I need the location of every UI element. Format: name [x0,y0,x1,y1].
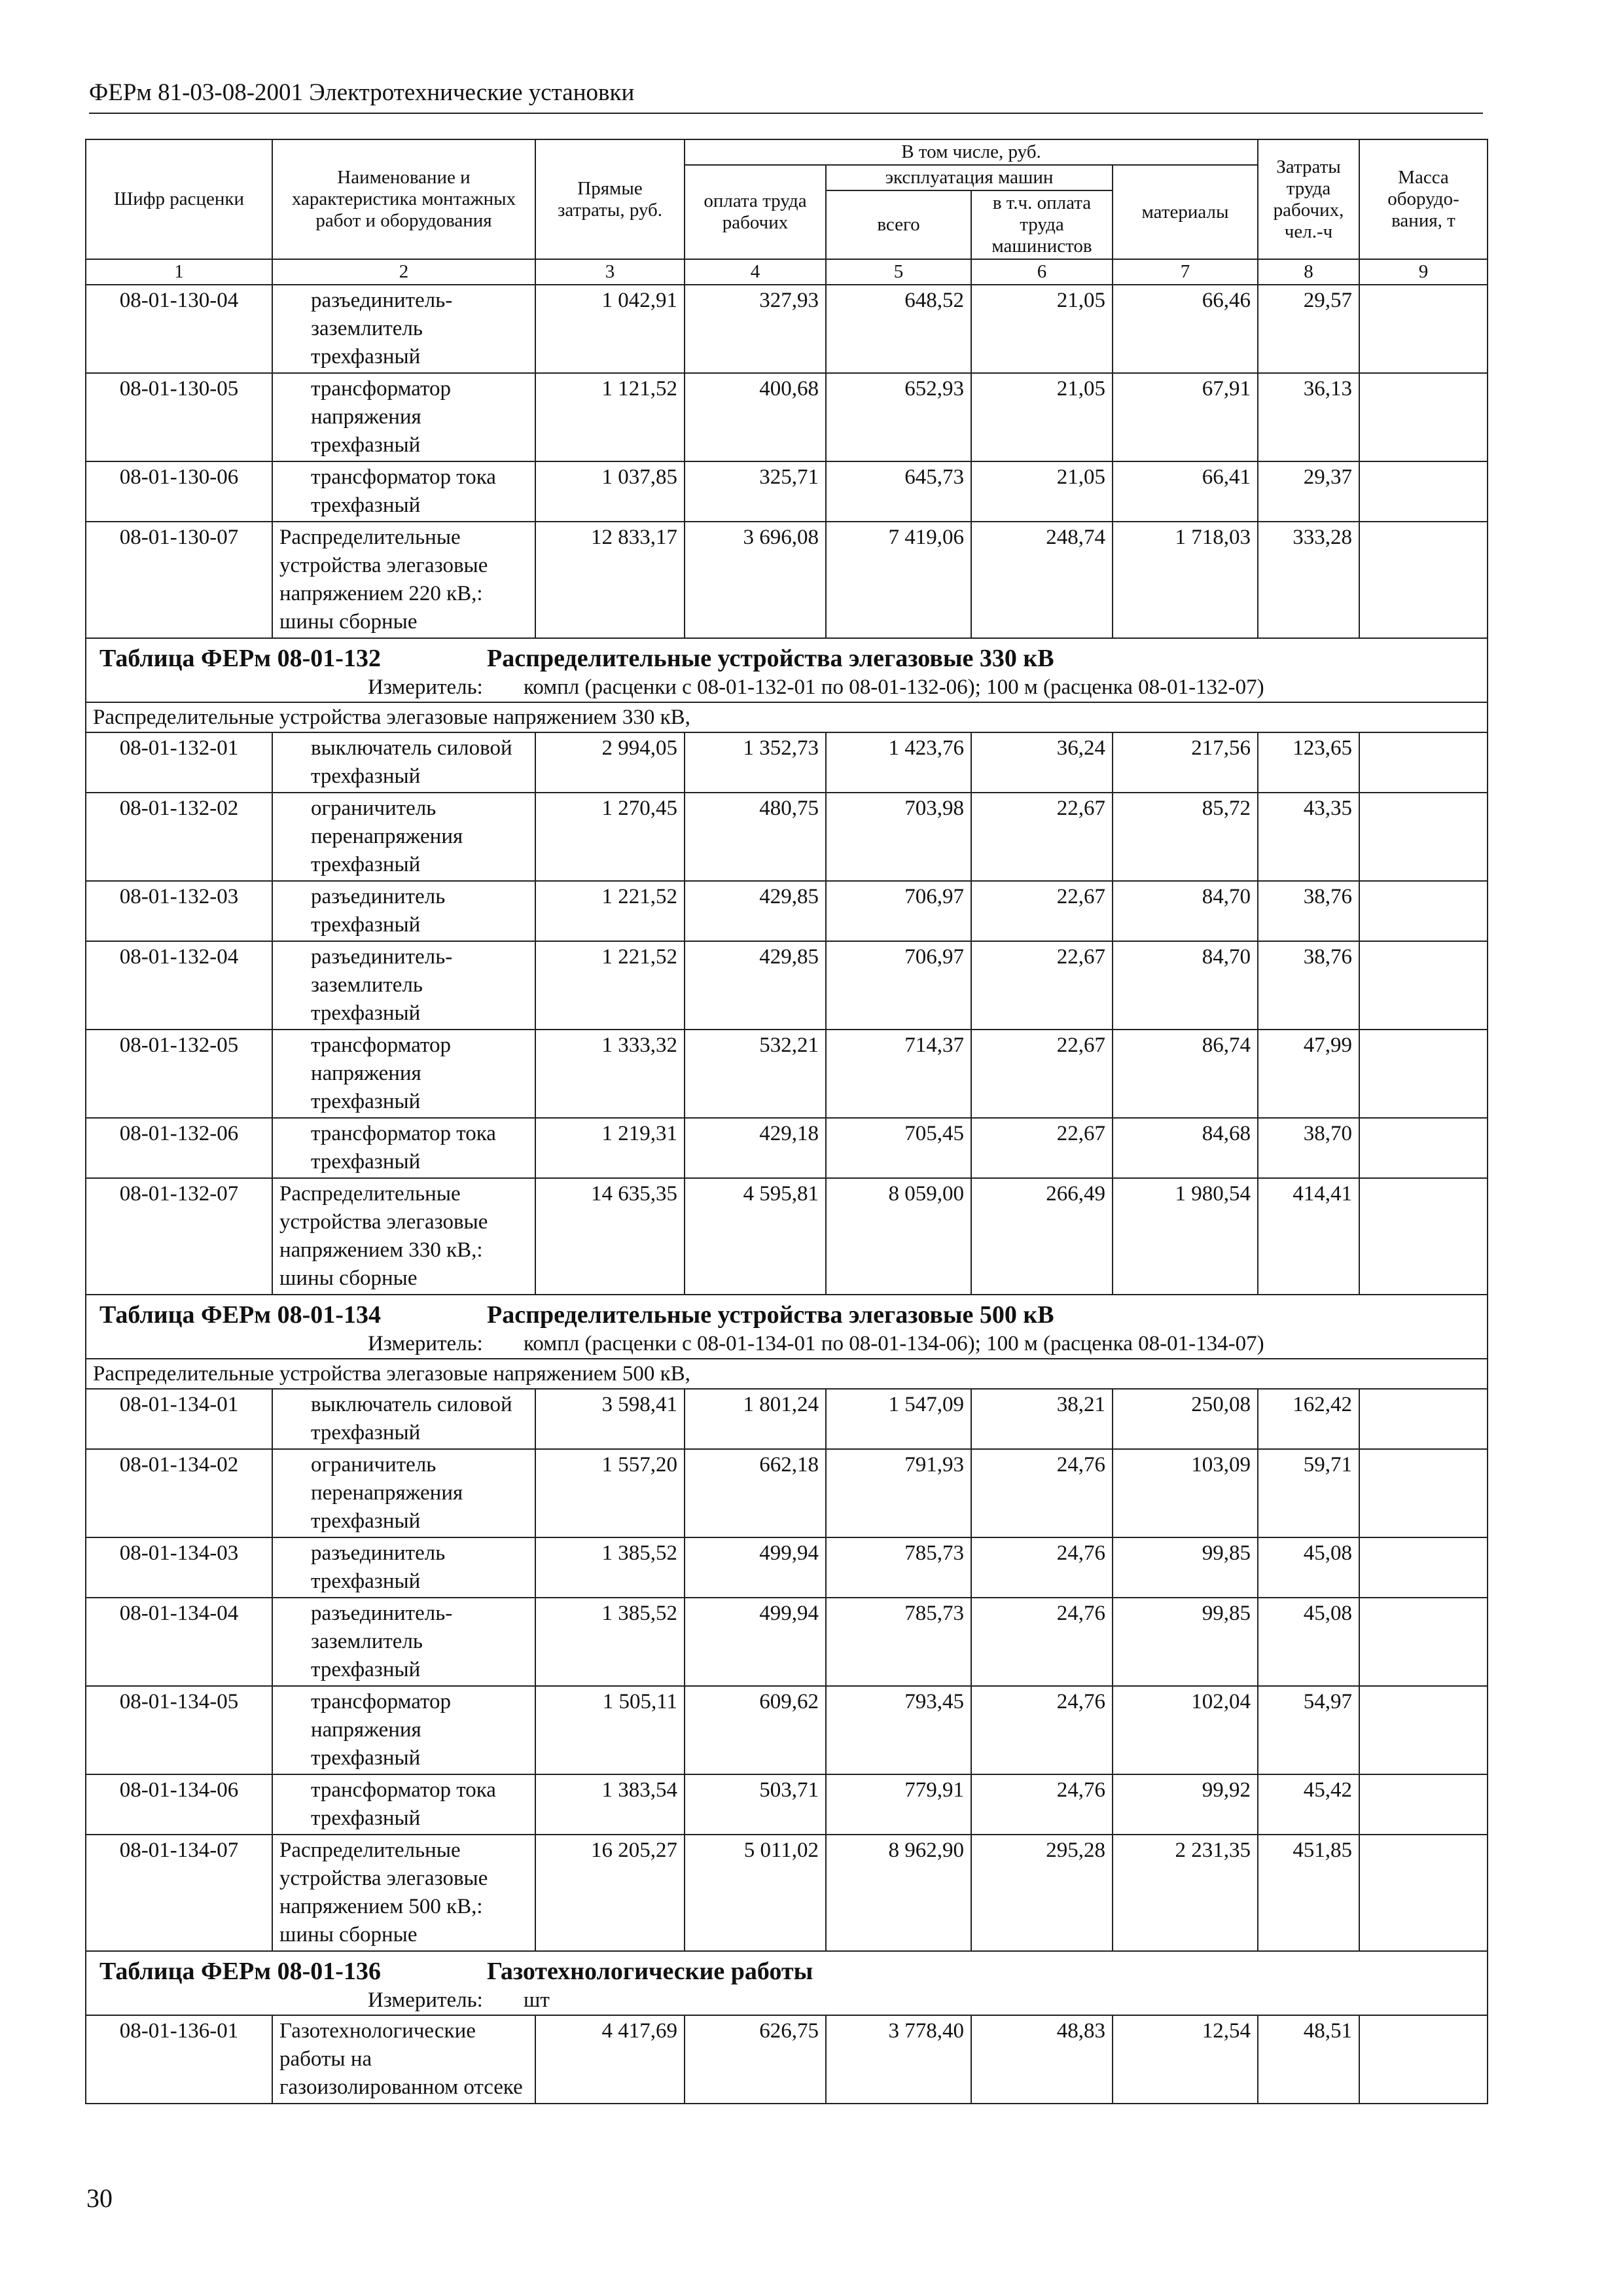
work-name-cell: разъединитель-заземлитель трехфазный [272,1598,535,1686]
equipment-mass-cell [1359,732,1488,793]
machinist-wages-cell: 24,76 [971,1537,1113,1598]
rate-code-cell: 08-01-134-06 [86,1774,272,1835]
document-title: ФЕРм 81-03-08-2001 Электротехнические установки [89,79,635,106]
direct-cost-cell: 4 417,69 [535,2015,685,2104]
machine-cost-cell: 706,97 [826,881,971,941]
table-row [86,285,1488,373]
machine-cost-cell: 7 419,06 [826,522,971,638]
col-number: 8 [1258,259,1359,285]
col-number: 9 [1359,259,1488,285]
table-row [86,881,1488,941]
worker-wages-cell: 499,94 [685,1598,826,1686]
equipment-mass-cell [1359,1537,1488,1598]
machinist-wages-cell: 21,05 [971,373,1113,461]
worker-wages-cell: 429,85 [685,881,826,941]
labor-hours-cell: 45,42 [1258,1774,1359,1835]
work-name-cell: разъединитель трехфазный [272,881,535,941]
machine-cost-cell: 645,73 [826,461,971,522]
machine-cost-cell: 779,91 [826,1774,971,1835]
col-wages-header: оплата труда рабочих [685,165,826,259]
measure-value: компл (расценки с 08-01-134-01 по 08-01-134-06); 100 м (расценка 08-01-134-07) [524,1332,1264,1355]
work-name-cell: выключатель силовой трехфазный [272,732,535,793]
machinist-wages-cell: 21,05 [971,285,1113,373]
equipment-mass-cell [1359,461,1488,522]
machine-cost-cell: 703,98 [826,793,971,881]
machinist-wages-cell: 295,28 [971,1835,1113,1951]
machinist-wages-cell: 248,74 [971,522,1113,638]
materials-cost-cell: 12,54 [1113,2015,1258,2104]
labor-hours-cell: 451,85 [1258,1835,1359,1951]
labor-hours-cell: 38,70 [1258,1118,1359,1178]
equipment-mass-cell [1359,285,1488,373]
group-row [86,1359,1488,1389]
machinist-wages-cell: 24,76 [971,1449,1113,1537]
labor-hours-cell: 48,51 [1258,2015,1359,2104]
col-number: 5 [826,259,971,285]
direct-cost-cell: 1 505,11 [535,1686,685,1774]
rate-code-cell: 08-01-134-02 [86,1449,272,1537]
labor-hours-cell: 29,57 [1258,285,1359,373]
materials-cost-cell: 84,70 [1113,881,1258,941]
direct-cost-cell: 14 635,35 [535,1178,685,1295]
section-title [93,1297,1480,1331]
direct-cost-cell: 1 221,52 [535,941,685,1030]
col-machines-header: эксплуатация машин [826,165,1113,190]
direct-cost-cell: 12 833,17 [535,522,685,638]
machinist-wages-cell: 21,05 [971,461,1113,522]
worker-wages-cell: 499,94 [685,1537,826,1598]
col-materials-header: материалы [1113,165,1258,259]
table-row [86,941,1488,1030]
machine-cost-cell: 793,45 [826,1686,971,1774]
table-row [86,461,1488,522]
equipment-mass-cell [1359,1774,1488,1835]
work-name-cell: разъединитель трехфазный [272,1537,535,1598]
labor-hours-cell: 45,08 [1258,1598,1359,1686]
work-name-cell: трансформатор тока трехфазный [272,1774,535,1835]
worker-wages-cell: 1 352,73 [685,732,826,793]
labor-hours-cell: 59,71 [1258,1449,1359,1537]
machinist-wages-cell: 48,83 [971,2015,1113,2104]
labor-hours-cell: 123,65 [1258,732,1359,793]
labor-hours-cell: 43,35 [1258,793,1359,881]
machinist-wages-cell: 22,67 [971,941,1113,1030]
work-name-cell: Распределительные устройства элегазовые напряжением 220 кВ,: шины сборные [272,522,535,638]
worker-wages-cell: 503,71 [685,1774,826,1835]
equipment-mass-cell [1359,1686,1488,1774]
section-header-row [86,638,1488,702]
equipment-mass-cell [1359,793,1488,881]
machine-cost-cell: 648,52 [826,285,971,373]
work-name-cell: Газотехнологические работы на газоизолированном отсеке [272,2015,535,2104]
direct-cost-cell: 1 037,85 [535,461,685,522]
machine-cost-cell: 8 059,00 [826,1178,971,1295]
machinist-wages-cell: 38,21 [971,1389,1113,1449]
section-label: Таблица ФЕРм 08-01-136 [99,1958,381,1985]
machine-cost-cell: 714,37 [826,1030,971,1118]
machinist-wages-cell: 24,76 [971,1686,1113,1774]
worker-wages-cell: 480,75 [685,793,826,881]
table-row [86,1686,1488,1774]
table-row [86,1835,1488,1951]
equipment-mass-cell [1359,941,1488,1030]
price-table [85,139,1488,2104]
labor-hours-cell: 38,76 [1258,881,1359,941]
direct-cost-cell: 2 994,05 [535,732,685,793]
materials-cost-cell: 2 231,35 [1113,1835,1258,1951]
section-header-row [86,1295,1488,1359]
section-title [93,1953,1480,1987]
table-row [86,793,1488,881]
table-row [86,1118,1488,1178]
section-header-row [86,1951,1488,2015]
measure-line [93,1331,1480,1357]
materials-cost-cell: 102,04 [1113,1686,1258,1774]
materials-cost-cell: 85,72 [1113,793,1258,881]
table-header [86,139,1488,285]
col-number: 4 [685,259,826,285]
machinist-wages-cell: 266,49 [971,1178,1113,1295]
worker-wages-cell: 4 595,81 [685,1178,826,1295]
work-name-cell: выключатель силовой трехфазный [272,1389,535,1449]
equipment-mass-cell [1359,1030,1488,1118]
section-label: Таблица ФЕРм 08-01-134 [99,1301,381,1329]
equipment-mass-cell [1359,522,1488,638]
rate-code-cell: 08-01-132-01 [86,732,272,793]
equipment-mass-cell [1359,1389,1488,1449]
labor-hours-cell: 414,41 [1258,1178,1359,1295]
machinist-wages-cell: 22,67 [971,793,1113,881]
labor-hours-cell: 38,76 [1258,941,1359,1030]
labor-hours-cell: 47,99 [1258,1030,1359,1118]
measure-label: Измеритель: [368,675,483,699]
materials-cost-cell: 1 980,54 [1113,1178,1258,1295]
materials-cost-cell: 1 718,03 [1113,522,1258,638]
materials-cost-cell: 84,70 [1113,941,1258,1030]
worker-wages-cell: 609,62 [685,1686,826,1774]
equipment-mass-cell [1359,1598,1488,1686]
worker-wages-cell: 3 696,08 [685,522,826,638]
rate-code-cell: 08-01-134-03 [86,1537,272,1598]
direct-cost-cell: 1 121,52 [535,373,685,461]
equipment-mass-cell [1359,1835,1488,1951]
materials-cost-cell: 67,91 [1113,373,1258,461]
worker-wages-cell: 325,71 [685,461,826,522]
col-mass-header: Масса оборудо-вания, т [1359,139,1488,259]
rate-code-cell: 08-01-132-07 [86,1178,272,1295]
rate-code-cell: 08-01-132-03 [86,881,272,941]
table-row [86,732,1488,793]
page-number: 30 [86,2183,113,2213]
table-row [86,1389,1488,1449]
direct-cost-cell: 1 333,32 [535,1030,685,1118]
rate-code-cell: 08-01-136-01 [86,2015,272,2104]
work-name-cell: трансформатор тока трехфазный [272,461,535,522]
machine-cost-cell: 705,45 [826,1118,971,1178]
machine-cost-cell: 8 962,90 [826,1835,971,1951]
rate-code-cell: 08-01-134-01 [86,1389,272,1449]
work-name-cell: ограничитель перенапряжения трехфазный [272,793,535,881]
worker-wages-cell: 400,68 [685,373,826,461]
table-row [86,1030,1488,1118]
materials-cost-cell: 84,68 [1113,1118,1258,1178]
worker-wages-cell: 5 011,02 [685,1835,826,1951]
measure-value: компл (расценки с 08-01-132-01 по 08-01-132-06); 100 м (расценка 08-01-132-07) [524,675,1264,699]
table-row [86,1537,1488,1598]
worker-wages-cell: 1 801,24 [685,1389,826,1449]
direct-cost-cell: 1 385,52 [535,1537,685,1598]
work-name-cell: Распределительные устройства элегазовые напряжением 500 кВ,: шины сборные [272,1835,535,1951]
machine-cost-cell: 1 547,09 [826,1389,971,1449]
direct-cost-cell: 1 383,54 [535,1774,685,1835]
machine-cost-cell: 1 423,76 [826,732,971,793]
column-number-row [86,259,1488,285]
group-title: Распределительные устройства элегазовые напряжением 500 кВ, [86,1359,1488,1389]
section-title [93,640,1480,674]
equipment-mass-cell [1359,1449,1488,1537]
machinist-wages-cell: 22,67 [971,1030,1113,1118]
work-name-cell: трансформатор напряжения трехфазный [272,1686,535,1774]
section-header [86,1295,1488,1359]
work-name-cell: ограничитель перенапряжения трехфазный [272,1449,535,1537]
work-name-cell: разъединитель-заземлитель трехфазный [272,941,535,1030]
labor-hours-cell: 45,08 [1258,1537,1359,1598]
materials-cost-cell: 99,85 [1113,1598,1258,1686]
labor-hours-cell: 29,37 [1258,461,1359,522]
group-row [86,702,1488,732]
work-name-cell: разъединитель-заземлитель трехфазный [272,285,535,373]
section-name: Распределительные устройства элегазовые 330 кВ [487,645,1054,672]
section-name: Распределительные устройства элегазовые 500 кВ [487,1301,1054,1329]
labor-hours-cell: 54,97 [1258,1686,1359,1774]
direct-cost-cell: 1 557,20 [535,1449,685,1537]
labor-hours-cell: 162,42 [1258,1389,1359,1449]
worker-wages-cell: 532,21 [685,1030,826,1118]
direct-cost-cell: 1 385,52 [535,1598,685,1686]
section-header [86,1951,1488,2015]
col-code-header: Шифр расценки [86,139,272,259]
table-row [86,373,1488,461]
worker-wages-cell: 626,75 [685,2015,826,2104]
rate-code-cell: 08-01-130-07 [86,522,272,638]
measure-value: шт [524,1988,550,2012]
col-name-header: Наименование и характеристика монтажных работ и оборудования [272,139,535,259]
direct-cost-cell: 16 205,27 [535,1835,685,1951]
measure-line [93,674,1480,700]
worker-wages-cell: 429,18 [685,1118,826,1178]
table-row [86,522,1488,638]
materials-cost-cell: 250,08 [1113,1389,1258,1449]
rate-code-cell: 08-01-134-04 [86,1598,272,1686]
materials-cost-cell: 217,56 [1113,732,1258,793]
group-title: Распределительные устройства элегазовые напряжением 330 кВ, [86,702,1488,732]
materials-cost-cell: 99,85 [1113,1537,1258,1598]
rate-code-cell: 08-01-130-05 [86,373,272,461]
materials-cost-cell: 66,41 [1113,461,1258,522]
materials-cost-cell: 103,09 [1113,1449,1258,1537]
machinist-wages-cell: 22,67 [971,881,1113,941]
page-header [89,77,1483,114]
worker-wages-cell: 429,85 [685,941,826,1030]
rate-code-cell: 08-01-130-04 [86,285,272,373]
col-number: 3 [535,259,685,285]
rate-code-cell: 08-01-134-05 [86,1686,272,1774]
machinist-wages-cell: 36,24 [971,732,1113,793]
worker-wages-cell: 662,18 [685,1449,826,1537]
work-name-cell: Распределительные устройства элегазовые напряжением 330 кВ,: шины сборные [272,1178,535,1295]
machinist-wages-cell: 22,67 [971,1118,1113,1178]
col-number: 1 [86,259,272,285]
rate-code-cell: 08-01-132-05 [86,1030,272,1118]
col-including-header: В том числе, руб. [685,139,1258,165]
machine-cost-cell: 785,73 [826,1537,971,1598]
machinist-wages-cell: 24,76 [971,1774,1113,1835]
col-number: 2 [272,259,535,285]
table-row [86,1598,1488,1686]
measure-label: Измеритель: [368,1988,483,2012]
equipment-mass-cell [1359,881,1488,941]
direct-cost-cell: 1 042,91 [535,285,685,373]
machine-cost-cell: 791,93 [826,1449,971,1537]
labor-hours-cell: 36,13 [1258,373,1359,461]
direct-cost-cell: 3 598,41 [535,1389,685,1449]
col-number: 6 [971,259,1113,285]
rate-code-cell: 08-01-132-04 [86,941,272,1030]
direct-cost-cell: 1 270,45 [535,793,685,881]
work-name-cell: трансформатор напряжения трехфазный [272,373,535,461]
machine-cost-cell: 3 778,40 [826,2015,971,2104]
direct-cost-cell: 1 221,52 [535,881,685,941]
table-row [86,1178,1488,1295]
machine-cost-cell: 652,93 [826,373,971,461]
col-machines-wages-header: в т.ч. оплата труда машинистов [971,190,1113,259]
section-label: Таблица ФЕРм 08-01-132 [99,645,381,672]
col-direct-header: Прямые затраты, руб. [535,139,685,259]
equipment-mass-cell [1359,373,1488,461]
table-row [86,1449,1488,1537]
measure-label: Измеритель: [368,1332,483,1355]
materials-cost-cell: 66,46 [1113,285,1258,373]
work-name-cell: трансформатор напряжения трехфазный [272,1030,535,1118]
section-name: Газотехнологические работы [487,1958,813,1985]
materials-cost-cell: 99,92 [1113,1774,1258,1835]
machine-cost-cell: 706,97 [826,941,971,1030]
materials-cost-cell: 86,74 [1113,1030,1258,1118]
machinist-wages-cell: 24,76 [971,1598,1113,1686]
machine-cost-cell: 785,73 [826,1598,971,1686]
table-row [86,2015,1488,2104]
col-labor-header: Затраты труда рабочих, чел.-ч [1258,139,1359,259]
direct-cost-cell: 1 219,31 [535,1118,685,1178]
table-body [86,285,1488,2104]
col-machines-total-header: всего [826,190,971,259]
rate-code-cell: 08-01-134-07 [86,1835,272,1951]
col-number: 7 [1113,259,1258,285]
labor-hours-cell: 333,28 [1258,522,1359,638]
work-name-cell: трансформатор тока трехфазный [272,1118,535,1178]
rate-code-cell: 08-01-130-06 [86,461,272,522]
equipment-mass-cell [1359,2015,1488,2104]
worker-wages-cell: 327,93 [685,285,826,373]
section-header [86,638,1488,702]
measure-line [93,1987,1480,2013]
equipment-mass-cell [1359,1178,1488,1295]
rate-code-cell: 08-01-132-02 [86,793,272,881]
rate-code-cell: 08-01-132-06 [86,1118,272,1178]
equipment-mass-cell [1359,1118,1488,1178]
table-row [86,1774,1488,1835]
